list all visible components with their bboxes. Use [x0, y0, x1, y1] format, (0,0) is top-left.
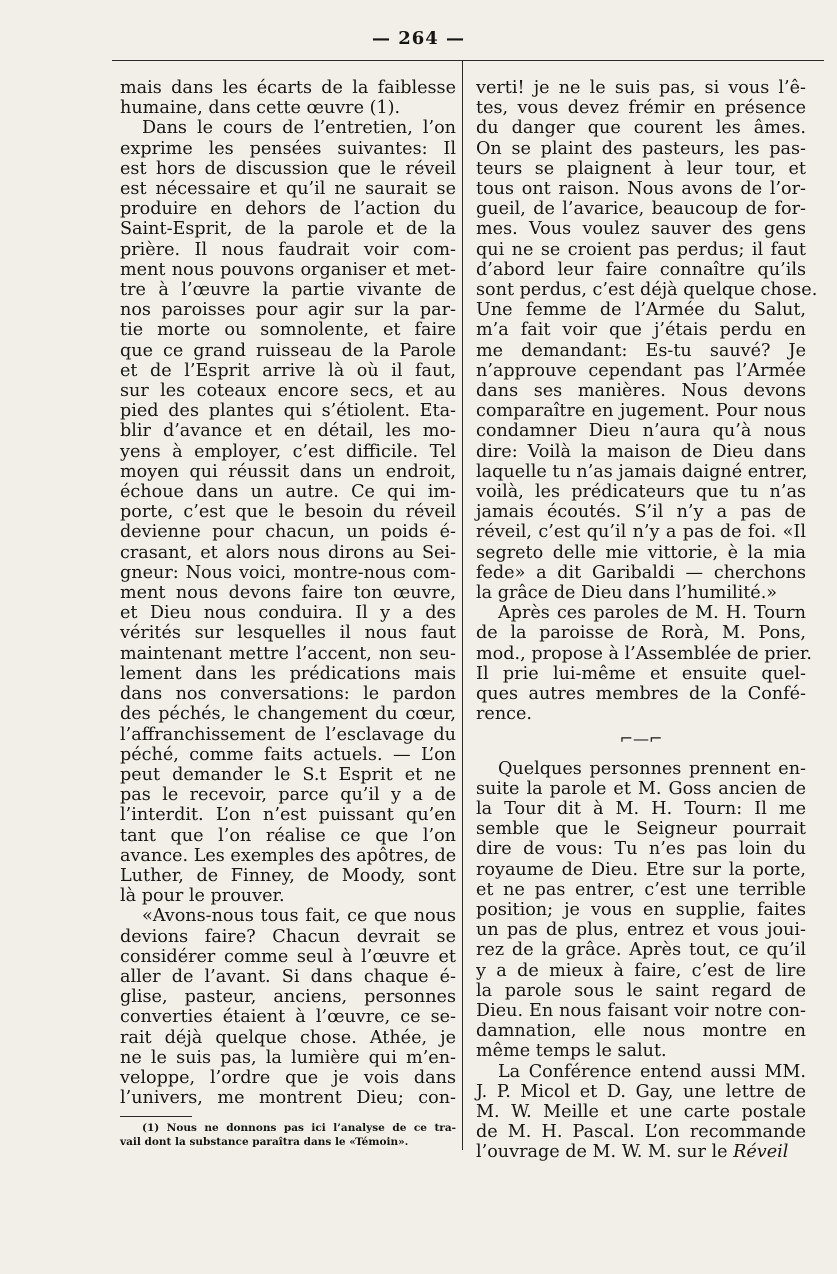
header-rule	[112, 60, 824, 61]
right-text-line: qui ne se croient pas perdus; il faut	[476, 239, 806, 260]
left-text-line: converties étaient à l’œuvre, ce se-	[120, 1007, 456, 1028]
left-text-line: est nécessaire et qu’il ne saurait se	[120, 179, 456, 200]
left-text-line: là pour le prouver.	[120, 886, 285, 907]
left-text-line: crasant, et alors nous dirons au Sei-	[120, 542, 456, 563]
right-text-line: réveil, c’est qu’il n’y a pas de foi. «Il	[476, 522, 806, 543]
left-text-line: pied des plantes qui s’étiolent. Eta-	[120, 401, 456, 422]
footnote-line: (1) Nous ne donnons pas ici l’analyse de ce tra-	[142, 1122, 456, 1135]
right-text-line: J. P. Micol et D. Gay, une lettre de	[476, 1081, 806, 1102]
right-text-line: un pas de plus, entrez et vous joui-	[476, 920, 806, 941]
left-text-line: gneur: Nous voici, montre-nous com-	[120, 562, 456, 583]
right-text-line: de la paroisse de Rorà, M. Pons,	[476, 623, 806, 644]
right-text-line: segreto delle mie vittorie, è la mia	[476, 542, 806, 563]
italic-word: Réveil	[733, 1142, 789, 1163]
section-ornament: ⌐—⌐	[619, 728, 663, 748]
right-text-line: ques autres membres de la Confé-	[476, 684, 806, 705]
left-text-line: tre à l’œuvre la partie vivante de	[120, 280, 456, 301]
left-text-line: et de l’Esprit arrive là où il faut,	[120, 360, 456, 381]
left-text-line: exprime les pensées suivantes: Il	[120, 138, 456, 159]
right-text-line: la grâce de Dieu dans l’humilité.»	[476, 583, 778, 604]
left-text-line: glise, pasteur, anciens, personnes	[120, 987, 456, 1008]
right-text-line: comparaître en jugement. Pour nous	[476, 401, 806, 422]
left-text-line: tie morte ou somnolente, et faire	[120, 320, 456, 341]
right-text-line: tes, vous devez frémir en présence	[476, 98, 806, 119]
right-text-line: Une femme de l’Armée du Salut,	[476, 300, 806, 321]
left-text-line: ne le suis pas, la lumière qui m’en-	[120, 1047, 456, 1068]
right-text-line: de M. H. Pascal. L’on recommande	[476, 1122, 806, 1143]
left-text-line: l’univers, me montrent Dieu; con-	[120, 1088, 456, 1109]
right-text-line: damnation, elle nous montre en	[476, 1021, 806, 1042]
left-text-line: porte, c’est que le besoin du réveil	[120, 502, 456, 523]
right-text-line: fede» a dit Garibaldi — cherchons	[476, 562, 806, 583]
right-text-line: la Tour dit à M. H. Tourn: Il me	[476, 798, 806, 819]
right-text-line: teurs se plaignent à leur tour, et	[476, 158, 806, 179]
right-text-line: mes. Vous voulez sauver des gens	[476, 219, 806, 240]
right-text-line: sont perdus, c’est déjà quelque chose.	[476, 280, 818, 301]
left-text-line: maintenant mettre l’accent, non seu-	[120, 643, 456, 664]
right-text-line: suite la parole et M. Goss ancien de	[476, 778, 806, 799]
left-text-line: peut demander le S.t Esprit et ne	[120, 764, 456, 785]
left-text-line: nos paroisses pour agir sur la par-	[120, 300, 456, 321]
right-text-line: me demandant: Es-tu sauvé? Je	[476, 340, 806, 361]
right-text-line: Après ces paroles de M. H. Tourn	[498, 603, 806, 624]
left-column	[120, 78, 456, 1149]
left-text-line: aller de l’avant. Si dans chaque é-	[120, 966, 456, 987]
right-text-line: verti! je ne le suis pas, si vous l’ê-	[476, 78, 806, 98]
left-text-line: Dans le cours de l’entretien, l’on	[142, 118, 456, 139]
right-text-line: Il prie lui-même et ensuite quel-	[476, 663, 806, 684]
left-text-line: prière. Il nous faudrait voir com-	[120, 239, 456, 260]
right-text-line: On se plaint des pasteurs, les pas-	[476, 138, 806, 159]
right-text-line: du danger que courent les âmes.	[476, 118, 806, 139]
left-text-line: devions faire? Chacun devrait se	[120, 926, 456, 947]
left-text-line: est hors de discussion que le réveil	[120, 158, 456, 179]
left-text-line: humaine, dans cette œuvre (1).	[120, 98, 401, 119]
right-text-line: et ne pas entrer, c’est une terrible	[476, 879, 806, 900]
left-text-line: dans nos conversations: le pardon	[120, 684, 456, 705]
right-text-line: Quelques personnes prennent en-	[498, 758, 806, 779]
right-text-line: dire: Voilà la maison de Dieu dans	[476, 441, 806, 462]
right-text-line: M. W. Meille et une carte postale	[476, 1101, 806, 1122]
right-text-line: la parole sous le saint regard de	[476, 980, 806, 1001]
left-text-line: moyen qui réussit dans un endroit,	[120, 461, 456, 482]
left-text-line: avance. Les exemples des apôtres, de	[120, 845, 457, 866]
right-text-line: gueil, de l’avarice, beaucoup de for-	[476, 199, 806, 220]
right-text-line: Dieu. En nous faisant voir notre con-	[476, 1000, 806, 1021]
left-text-line: Luther, de Finney, de Moody, sont	[120, 865, 456, 886]
left-text-line: ment nous devons faire ton œuvre,	[120, 583, 456, 604]
right-text-line: semble que le Seigneur pourrait	[476, 819, 806, 840]
footnote-separator	[120, 1116, 192, 1117]
left-text-line: veloppe, l’ordre que je vois dans	[120, 1067, 456, 1088]
column-divider	[462, 60, 463, 1150]
right-text-line: laquelle tu n’as jamais daigné entrer,	[476, 461, 808, 482]
text-fragment: l’ouvrage de M. W. M. sur le	[476, 1142, 728, 1163]
left-text-line: rait déjà quelque chose. Athée, je	[120, 1027, 456, 1048]
right-text-line: royaume de Dieu. Etre sur la porte,	[476, 859, 806, 880]
left-text-line: l’interdit. L’on n’est puissant qu’en	[120, 805, 456, 826]
right-text-line: dire de vous: Tu n’es pas loin du	[476, 839, 806, 860]
left-text-line: tant que l’on réalise ce que l’on	[120, 825, 456, 846]
left-text-line: que ce grand ruisseau de la Parole	[120, 340, 456, 361]
right-text-line: dans ses manières. Nous devons	[476, 381, 806, 402]
page-number: — 264 —	[371, 28, 466, 49]
left-text-line: et Dieu nous conduira. Il y a des	[120, 603, 456, 624]
right-text-line: position; je vous en supplie, faites	[476, 899, 806, 920]
left-text-line: produire en dehors de l’action du	[120, 199, 456, 220]
right-text-line: d’abord leur faire connaître qu’ils	[476, 259, 806, 280]
right-text-line: tous ont raison. Nous avons de l’or-	[476, 179, 806, 200]
right-text-line: jamais écoutés. S’il n’y a pas de	[476, 502, 806, 523]
left-text-line: blir d’avance et en détail, les mo-	[120, 421, 456, 442]
right-text-line: condamner Dieu n’aura qu’à nous	[476, 421, 806, 442]
left-text-line: l’affranchissement de l’esclavage du	[120, 724, 456, 745]
right-text-line: m’a fait voir que j’étais perdu en	[476, 320, 806, 341]
left-text-line: des péchés, le changement du cœur,	[120, 704, 456, 725]
left-text-line: «Avons-nous tous fait, ce que nous	[142, 906, 456, 927]
right-text-line: même temps le salut.	[476, 1041, 667, 1062]
left-text-line: considérer comme seul à l’œuvre et	[120, 946, 456, 967]
footnote	[120, 1121, 456, 1149]
right-text-line: n’approuve cependant pas l’Armée	[476, 360, 806, 381]
right-text-line	[476, 1142, 806, 1162]
right-text-line: voilà, les prédicateurs que tu n’as	[476, 482, 806, 503]
right-text-line: mod., propose à l’Assemblée de prier.	[476, 643, 812, 664]
left-text-line: devienne pour chacun, un poids é-	[120, 522, 456, 543]
left-text-line: ment nous pouvons organiser et met-	[120, 259, 456, 280]
left-text-line: pas le recevoir, parce qu’il y a de	[120, 785, 456, 806]
footnote-line: vail dont la substance paraîtra dans le «Témoin».	[120, 1136, 409, 1149]
left-text-line: sur les coteaux encore secs, et au	[120, 381, 456, 402]
left-text-line: mais dans les écarts de la faiblesse	[120, 78, 456, 98]
left-text-line: péché, comme faits actuels. — L’on	[120, 744, 456, 765]
left-text-line: échoue dans un autre. Ce qui im-	[120, 482, 456, 503]
right-column	[476, 78, 818, 1163]
right-text-line: rez de la grâce. Après tout, ce qu’il	[476, 940, 806, 961]
right-text-line: y a de mieux à faire, c’est de lire	[476, 960, 806, 981]
left-text-line: vérités sur lesquelles il nous faut	[120, 623, 456, 644]
right-text-line: rence.	[476, 704, 533, 725]
left-text-line: lement dans les prédications mais	[120, 663, 456, 684]
right-text-line: La Conférence entend aussi MM.	[498, 1061, 806, 1082]
left-text-line: yens à employer, c’est difficile. Tel	[120, 441, 456, 462]
left-text-line: Saint-Esprit, de la parole et de la	[120, 219, 456, 240]
